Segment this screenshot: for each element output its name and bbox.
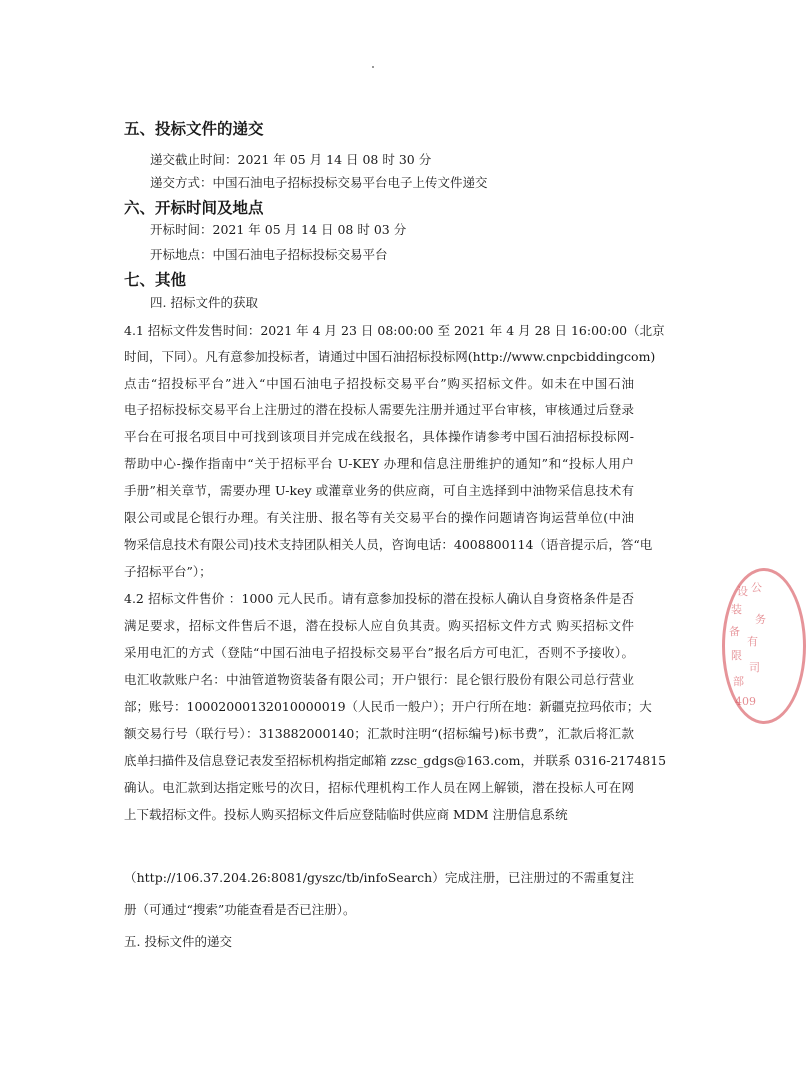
clause41-line: 点击“招投标平台”进入“中国石油电子招投标交易平台”购买招标文件。如未在中国石油: [124, 376, 634, 391]
opening-time: 开标时间：2021 年 05 月 14 日 08 时 03 分: [150, 222, 407, 237]
clause41-line: 子招标平台”）；: [124, 564, 212, 579]
clause42-line: （http://106.37.204.26:8081/gyszc/tb/infoSearch）完成注册，已注册过的不需重复注: [124, 870, 634, 885]
clause41-line: 4.1 招标文件发售时间：2021 年 4 月 23 日 08:00:00 至 2021 年 4 月 28 日 16:00:00（北京: [124, 323, 665, 338]
submission-deadline: 递交截止时间：2021 年 05 月 14 日 08 时 30 分: [150, 152, 432, 167]
seal-char: 务: [755, 613, 766, 626]
seal-char: 部: [733, 675, 744, 688]
clause42-line: 上下载招标文件。投标人购买招标文件后应登陆临时供应商 MDM 注册信息系统: [124, 807, 568, 822]
sub-heading-obtain-docs: 四. 招标文件的获取: [150, 295, 258, 310]
clause41-line: 帮助中心-操作指南中“关于招标平台 U-KEY 办理和信息注册维护的通知”和“投标人用户: [124, 456, 634, 471]
clause42-line: 电汇收款账户名：中油管道物资装备有限公司；开户银行：昆仑银行股份有限公司总行营业: [124, 672, 634, 687]
clause42-line: 底单扫描件及信息登记表发至招标机构指定邮箱 zzsc_gdgs@163.com，并联系 0316-2174815: [124, 753, 667, 768]
clause41-line: 物采信息技术有限公司)技术支持团队相关人员，咨询电话：4008800114（语音提示后，答“电: [124, 537, 653, 552]
clause41-line: 限公司或昆仑银行办理。有关注册、报名等有关交易平台的操作问题请咨询运营单位(中油: [124, 510, 634, 525]
clause42-line: 采用电汇的方式（登陆“中国石油电子招投标交易平台”报名后方可电汇，否则不予接收）。: [124, 645, 634, 660]
clause41-line: 电子招标投标交易平台上注册过的潜在投标人需要先注册并通过平台审核，审核通过后登录: [124, 402, 634, 417]
clause42-line: 额交易行号（联行号）：313882000140；汇款时注明“(招标编号)标书费”，汇款后将汇款: [124, 726, 634, 741]
section7-heading: 七、其他: [124, 270, 187, 289]
clause42-line: 部；账号：10002000132010000019（人民币一般户）；开户行所在地：新疆克拉玛依市；大: [124, 699, 652, 714]
clause41-line: 平台在可报名项目中可找到该项目并完成在线报名，具体操作请参考中国石油招标投标网-: [124, 429, 634, 444]
seal-number: 409: [735, 695, 756, 708]
seal-char: 公: [751, 581, 762, 594]
section6-heading: 六、开标时间及地点: [124, 198, 264, 217]
seal-char: 装: [731, 603, 742, 616]
clause41-line: 手册”相关章节，需要办理 U-key 或灌章业务的供应商，可自主选择到中油物采信息技术有: [124, 483, 634, 498]
submission-method: 递交方式：中国石油电子招标投标交易平台电子上传文件递交: [150, 175, 488, 190]
seal-char: 限: [731, 649, 742, 662]
scan-speck: [372, 66, 374, 68]
clause42-line: 确认。电汇款到达指定账号的次日，招标代理机构工作人员在网上解锁，潜在投标人可在网: [124, 780, 634, 795]
seal-char: 司: [749, 661, 760, 674]
clause41-line: 时间，下同）。凡有意参加投标者，请通过中国石油招标投标网(http://www.cnpcbiddingcom): [124, 349, 656, 364]
company-seal-stamp: [722, 568, 806, 724]
clause42-line: 满足要求，招标文件售后不退，潜在投标人应自负其责。购买招标文件方式 购买招标文件: [124, 618, 634, 633]
clause42-line: 4.2 招标文件售价 ：1000 元人民币。请有意参加投标的潜在投标人确认自身资格条件是否: [124, 591, 634, 606]
footer-heading: 五. 投标文件的递交: [124, 934, 232, 949]
seal-char: 设: [737, 585, 748, 598]
seal-char: 备: [729, 625, 740, 638]
clause42-line: 册（可通过“搜索”功能查看是否已注册）。: [124, 902, 356, 917]
section5-heading: 五、投标文件的递交: [124, 119, 264, 138]
opening-place: 开标地点：中国石油电子招标投标交易平台: [150, 247, 388, 262]
seal-char: 有: [747, 635, 758, 648]
